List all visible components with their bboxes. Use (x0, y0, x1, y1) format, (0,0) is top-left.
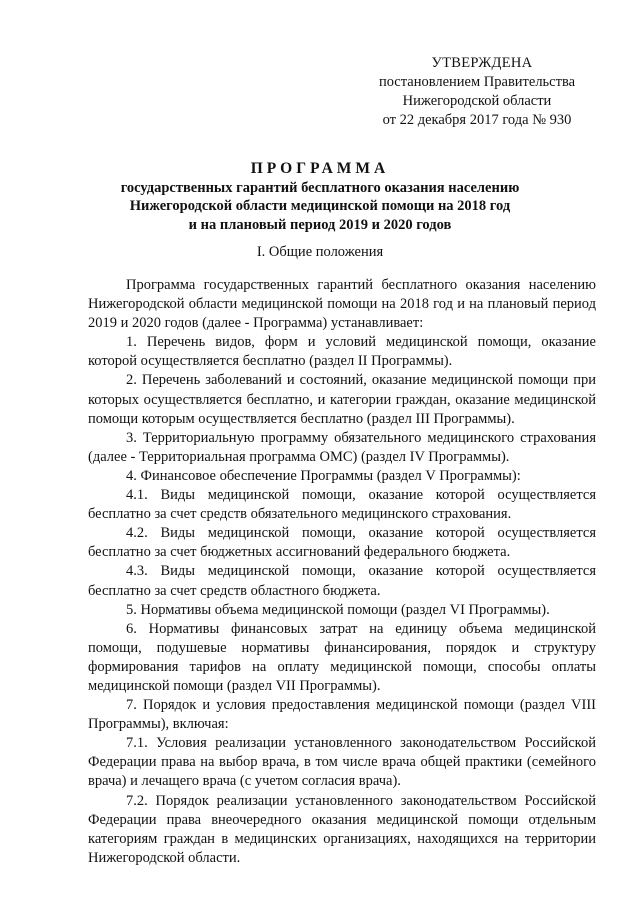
approval-stamp (360, 54, 594, 130)
approval-title: УТВЕРЖДЕНА (431, 55, 533, 71)
heading-word: ПРОГРАММА (250, 160, 390, 177)
body-text (88, 276, 596, 868)
paragraph: 1. Перечень видов, форм и условий медицинской помощи, оказание которой осуществляется бесплатно (раздел II Программы). (88, 334, 596, 370)
paragraph: 3. Территориальную программу обязательного медицинского страхования (далее - Территориальная программа ОМС) (раздел IV Программы). (88, 429, 596, 465)
paragraph: 2. Перечень заболеваний и состояний, оказание медицинской помощи при которых осуществляется бесплатно, и категории граждан, оказание медицинской помощи которым осуществляется бесплатно (раздел III Программы). (88, 372, 596, 427)
paragraph: 4.1. Виды медицинской помощи, оказание которой осуществляется бесплатно за счет средств обязательного медицинского страхования. (88, 487, 596, 523)
approval-line: от 22 декабря 2017 года № 930 (382, 112, 572, 128)
approval-line: Нижегородской области (402, 93, 552, 109)
approval-line: постановлением Правительства (378, 74, 576, 90)
paragraph: 4.2. Виды медицинской помощи, оказание которой осуществляется бесплатно за счет бюджетных ассигнований федерального бюджета. (88, 525, 596, 561)
heading-line: государственных гарантий бесплатного оказания населению (120, 179, 520, 196)
heading-line: Нижегородской области медицинской помощи на 2018 год (129, 198, 511, 214)
paragraph: 5. Нормативы объема медицинской помощи (раздел VI Программы). (126, 601, 550, 618)
paragraph: 4.3. Виды медицинской помощи, оказание которой осуществляется бесплатно за счет средств областного бюджета. (88, 563, 596, 599)
paragraph: 4. Финансовое обеспечение Программы (раздел V Программы): (126, 467, 521, 484)
paragraph: 7.2. Порядок реализации установленного законодательством Российской Федерации права внеочередного оказания медицинской помощи отдельным категориям граждан в медицинских организациях, находящихся на территории Нижегородской области. (88, 792, 596, 866)
paragraph: 7. Порядок и условия предоставления медицинской помощи (раздел VIII Программы), включая: (88, 697, 596, 733)
paragraph: 6. Нормативы финансовых затрат на единицу объема медицинской помощи, подушевые нормативы финансирования, порядок и структуру формирования тарифов на оплату медицинской помощи, способы оплаты медицинской помощи (раздел VII Программы). (88, 620, 596, 694)
document-heading (80, 160, 560, 234)
paragraph: 7.1. Условия реализации установленного законодательством Российской Федерации права на выбор врача, в том числе врача общей практики (семейного врача) и лечащего врача (с учетом согласия врача). (88, 735, 596, 790)
section-title: I. Общие положения (256, 244, 384, 260)
paragraph: Программа государственных гарантий бесплатного оказания населению Нижегородской области медицинской помощи на 2018 год и на плановый период 2019 и 2020 годов (далее - Программа) устанавливает: (88, 277, 596, 332)
heading-line: и на плановый период 2019 и 2020 годов (188, 216, 452, 233)
